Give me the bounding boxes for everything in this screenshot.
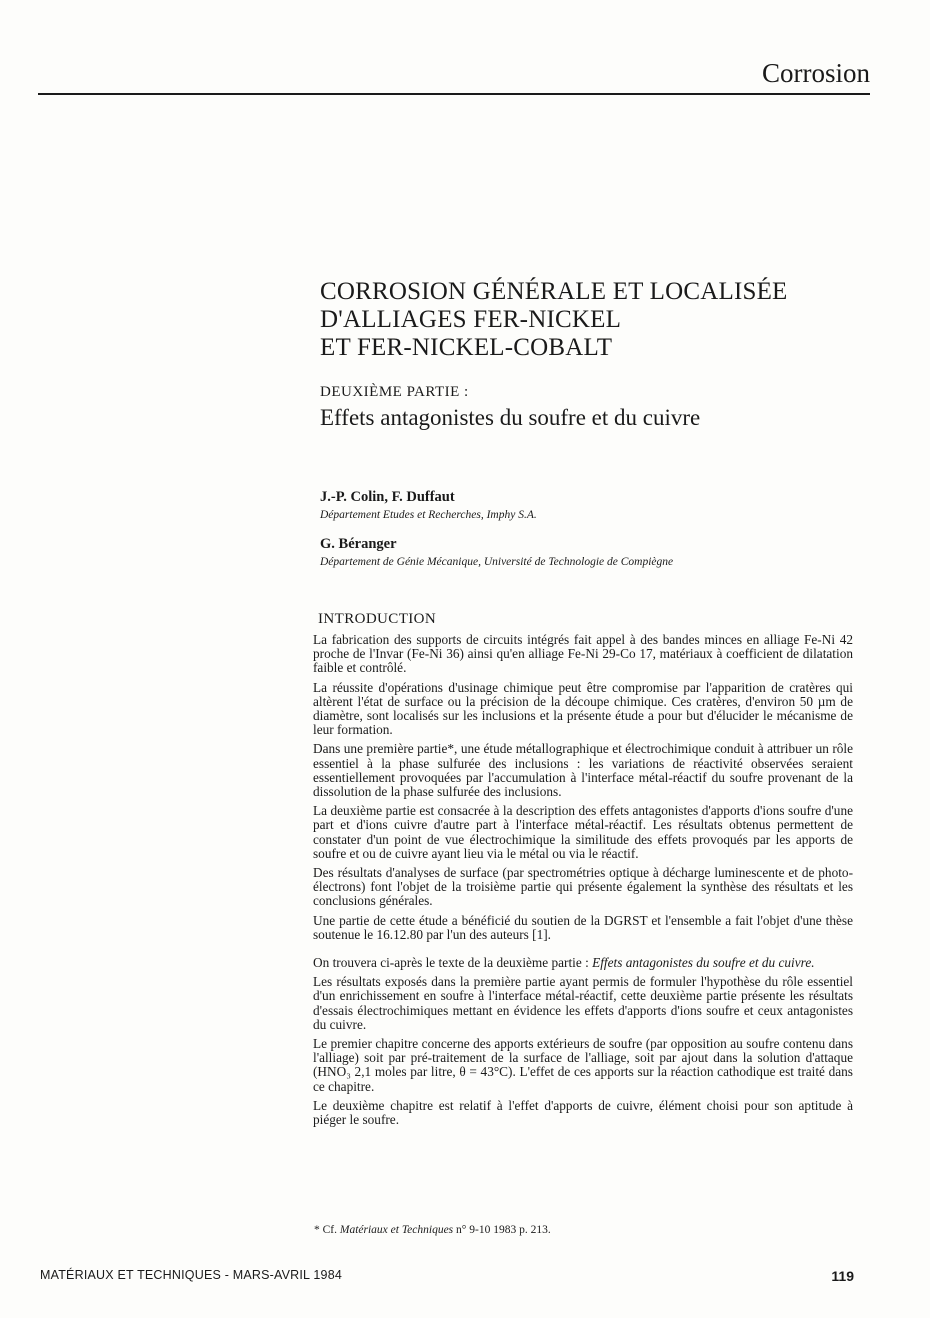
paragraph: Le premier chapitre concerne des apports extérieurs de soufre (par opposition au soufre contenu dans l'alliage) soit par pré-traitement de la surface de l'alliage, soit par ajout dans la solution d'attaque (HNO₃ 2,1 moles par litre, θ = 43°C). L'effet de ces apports sur la réaction cathodique est traité dans ce chapitre. [313,1036,853,1094]
paragraph: La réussite d'opérations d'usinage chimique peut être compromise par l'apparition de cratères qui altèrent l'état de surface ou la précision de la découpe chimique. Ces cratères, d'environ 50 µm de diamètre, sont localisés sur les inclusions et la présente étude a pour but d'élucider le mécanisme de leur formation. [313,679,853,738]
section-heading: INTRODUCTION [318,611,437,627]
footnote-reference: n° 9-10 1983 p. 213. [453,1224,551,1236]
title-line: D'ALLIAGES FER-NICKEL [320,306,622,333]
title-line: ET FER-NICKEL-COBALT [320,334,613,361]
body-text [313,633,853,1132]
part-title: Effets antagonistes du soufre et du cuivre [320,405,701,430]
paragraph-text: On trouvera ci-après le texte de la deuxième partie : [313,955,593,971]
paragraph: La deuxième partie est consacrée à la description des effets antagonistes d'apports d'ions soufre d'une part et d'ions cuivre d'autre part à l'interface métal-réactif. Les résultats obtenus permettent de constater d'un point de vue électrochimique la similitude des effets provoqués par les apports de soufre et ou de cuivre ayant lieu via le métal ou via le réactif. [313,803,853,861]
footnote-marker: * Cf. [314,1224,340,1236]
author-affiliation: Département de Génie Mécanique, Université de Technologie de Compiègne [320,556,674,568]
paragraph: Des résultats d'analyses de surface (par spectrométries optique à décharge luminescente et de photo-électrons) font l'objet de la troisième partie qui présente également la synthèse des résultats et les conclusions générales. [313,865,853,909]
running-head: Corrosion [762,58,870,88]
part-label: DEUXIÈME PARTIE : [320,384,469,400]
author-affiliation: Département Etudes et Recherches, Imphy S.A. [320,509,537,521]
paragraph: Une partie de cette étude a bénéficié du soutien de la DGRST et l'ensemble a fait l'objet d'une thèse soutenue le 16.12.80 par l'un des auteurs [1]. [313,912,853,942]
paragraph [313,956,853,970]
paragraph: La fabrication des supports de circuits intégrés fait appel à des bandes minces en alliage Fe-Ni 42 proche de l'Invar (Fe-Ni 36) ainsi qu'en alliage Fe-Ni 29-Co 17, matériaux à coefficient de dilatation faible et contrôlé. [313,632,853,676]
author-names: J.-P. Colin, F. Duffaut [320,489,455,505]
footnote [314,1224,551,1236]
author-group-2 [320,536,860,568]
paragraph: Dans une première partie*, une étude métallographique et électrochimique conduit à attribuer un rôle essentiel à la phase sulfurée des inclusions : les variations de réactivité observées seraient essentiellement provoquées par l'accumulation à l'interface métal-réactif du soufre provenant de la dissolution de la phase sulfurée des inclusions. [313,741,853,800]
author-names: G. Béranger [320,536,397,552]
header-rule [38,93,870,95]
paragraph: Le deuxième chapitre est relatif à l'effet d'apports de cuivre, élément choisi pour son aptitude à piéger le soufre. [313,1097,853,1128]
article-title [320,278,880,362]
title-line: CORROSION GÉNÉRALE ET LOCALISÉE [320,278,788,305]
page-number: 119 [831,1268,854,1284]
footer-journal: MATÉRIAUX ET TECHNIQUES - MARS-AVRIL 1984 [40,1268,343,1282]
footnote-journal: Matériaux et Techniques [339,1224,454,1236]
italic-title: Effets antagonistes du soufre et du cuivre. [592,955,815,971]
paragraph: Les résultats exposés dans la première partie ayant permis de formuler l'hypothèse du rôle essentiel d'un enrichissement en soufre à l'interface métal-réactif, cette deuxième partie présente les résultats d'essais électrochimiques mettant en évidence les effets d'apports d'ions soufre et ceux antagonistes du cuivre. [313,974,853,1032]
author-group-1 [320,489,860,521]
